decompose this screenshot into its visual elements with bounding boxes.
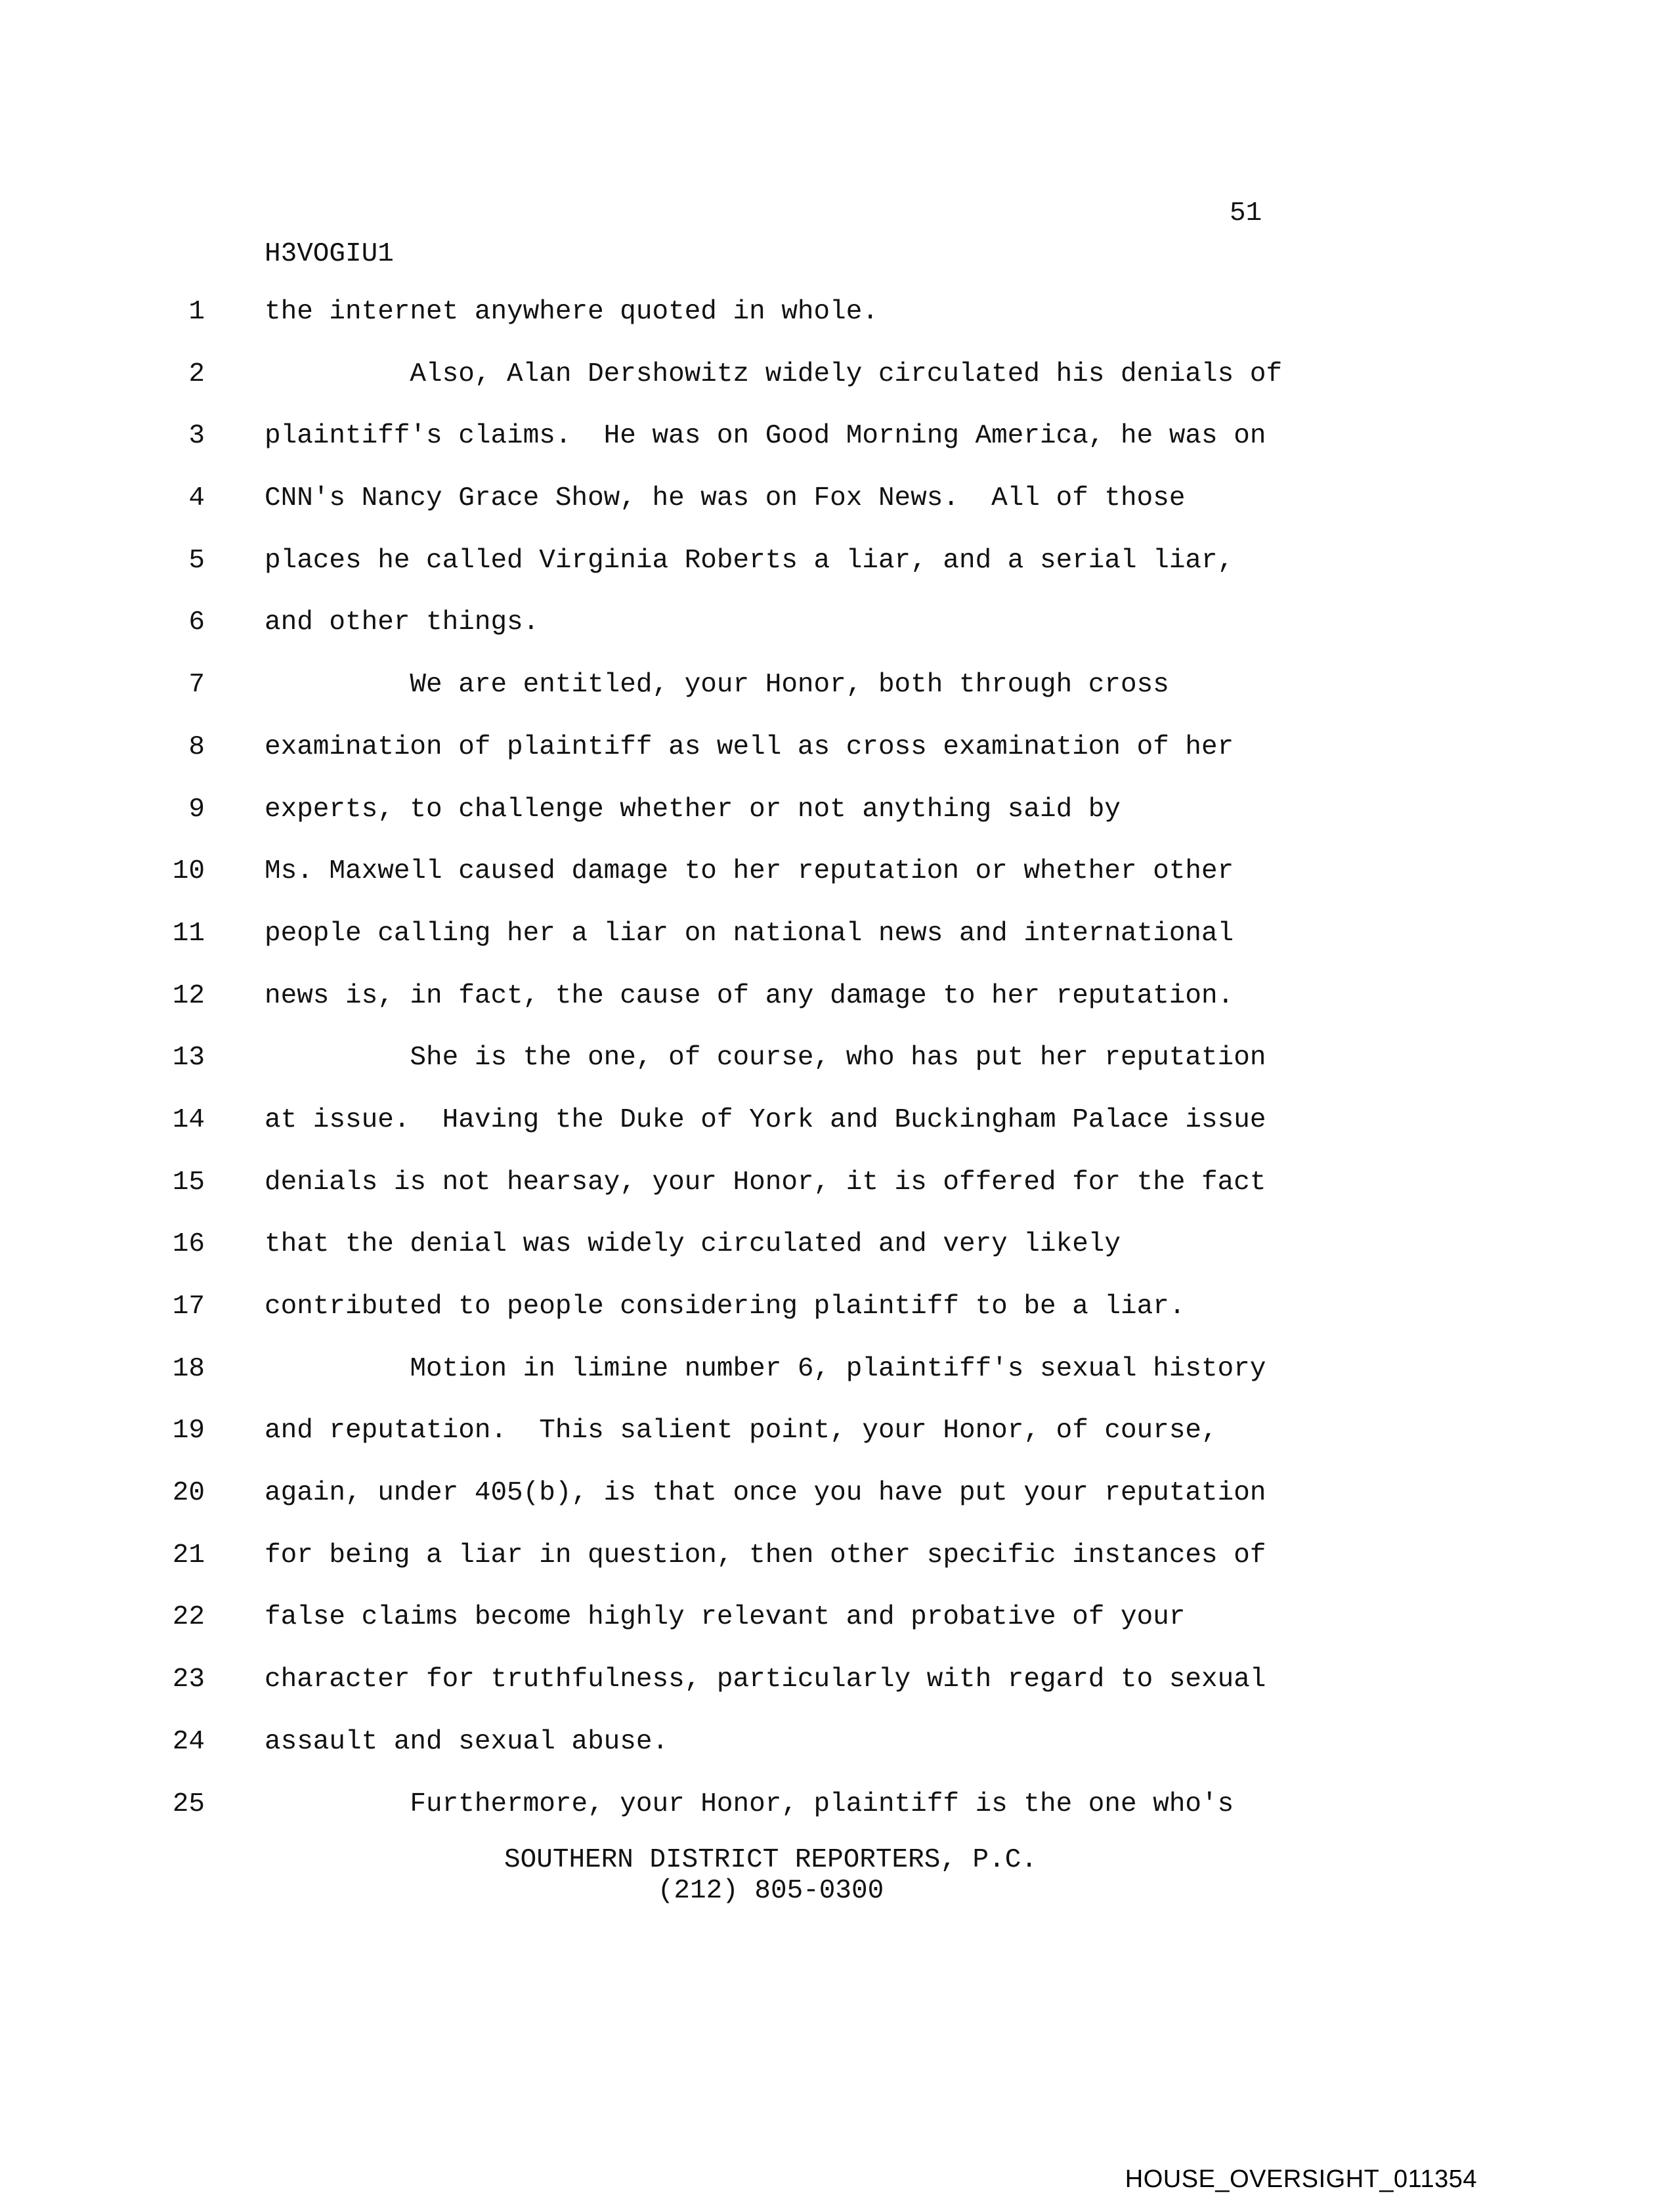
line-number: 2: [188, 358, 205, 389]
line-number: 11: [172, 918, 205, 949]
line-number: 8: [188, 731, 205, 762]
reporter-phone: (212) 805-0300: [657, 1876, 884, 1907]
line-number: 6: [188, 607, 205, 638]
line-number: 17: [172, 1291, 205, 1322]
line-text: Ms. Maxwell caused damage to her reputation or whether other: [265, 856, 1234, 887]
line-text: again, under 405(b), is that once you have put your reputation: [265, 1478, 1266, 1509]
line-text: experts, to challenge whether or not anything said by: [265, 794, 1121, 825]
line-number: 13: [172, 1043, 205, 1073]
line-text: and reputation. This salient point, your Honor, of course,: [265, 1416, 1218, 1446]
line-text: that the denial was widely circulated and very likely: [265, 1229, 1121, 1260]
line-number: 9: [188, 794, 205, 825]
line-text: the internet anywhere quoted in whole.: [265, 297, 878, 327]
transcript-line: [0, 1033, 1674, 1095]
line-text: denials is not hearsay, your Honor, it is offered for the fact: [265, 1167, 1266, 1198]
line-number: 4: [188, 483, 205, 514]
reporter-name: SOUTHERN DISTRICT REPORTERS, P.C.: [504, 1845, 1037, 1875]
transcript-line: [0, 1344, 1674, 1406]
line-number: 14: [172, 1104, 205, 1135]
transcript-line: [0, 971, 1674, 1033]
transcript-line: [0, 1158, 1674, 1220]
line-number: 10: [172, 856, 205, 887]
transcript-line: [0, 846, 1674, 909]
line-text: for being a liar in question, then other specific instances of: [265, 1540, 1266, 1571]
line-number: 1: [188, 297, 205, 327]
transcript-line: [0, 1219, 1674, 1282]
line-number: 16: [172, 1229, 205, 1260]
bates-number: HOUSE_OVERSIGHT_011354: [1125, 2165, 1477, 2193]
line-text: places he called Virginia Roberts a liar, and a serial liar,: [265, 545, 1234, 576]
transcript-line: [0, 785, 1674, 847]
line-text: examination of plaintiff as well as cross examination of her: [265, 731, 1234, 762]
line-number: 3: [188, 421, 205, 452]
line-text: at issue. Having the Duke of York and Buckingham Palace issue: [265, 1104, 1266, 1135]
header-case-id: H3VOGIU1: [265, 239, 394, 269]
line-number: 19: [172, 1416, 205, 1446]
transcript-line: [0, 473, 1674, 536]
line-text: contributed to people considering plaintiff to be a liar.: [265, 1291, 1186, 1322]
line-number: 18: [172, 1353, 205, 1384]
transcript-line: [0, 536, 1674, 598]
transcript-line: [0, 660, 1674, 722]
line-text: She is the one, of course, who has put her reputation: [265, 1043, 1266, 1073]
line-number: 24: [172, 1726, 205, 1757]
transcript-line: [0, 1530, 1674, 1593]
line-number: 5: [188, 545, 205, 576]
transcript-line: [0, 597, 1674, 660]
transcript-line: [0, 1468, 1674, 1530]
line-number: 7: [188, 670, 205, 701]
page-number: 51: [1230, 198, 1262, 228]
line-number: 23: [172, 1664, 205, 1695]
line-text: plaintiff's claims. He was on Good Morning America, he was on: [265, 421, 1266, 452]
line-text: Also, Alan Dershowitz widely circulated his denials of: [265, 358, 1283, 389]
line-text: Furthermore, your Honor, plaintiff is the one who's: [265, 1789, 1234, 1819]
transcript-line: [0, 287, 1674, 349]
line-text: character for truthfulness, particularly with regard to sexual: [265, 1664, 1266, 1695]
line-text: people calling her a liar on national news and international: [265, 918, 1234, 949]
line-text: assault and sexual abuse.: [265, 1726, 669, 1757]
transcript-line: [0, 1717, 1674, 1779]
line-number: 22: [172, 1602, 205, 1633]
transcript-body: [0, 287, 1674, 1841]
transcript-line: [0, 411, 1674, 473]
line-text: false claims become highly relevant and probative of your: [265, 1602, 1186, 1633]
line-text: CNN's Nancy Grace Show, he was on Fox News. All of those: [265, 483, 1186, 514]
reporter-footer: [265, 1845, 1277, 1907]
transcript-line: [0, 1406, 1674, 1468]
transcript-line: [0, 349, 1674, 412]
line-text: news is, in fact, the cause of any damage to her reputation.: [265, 980, 1234, 1011]
line-number: 15: [172, 1167, 205, 1198]
transcript-line: [0, 1095, 1674, 1158]
line-text: and other things.: [265, 607, 540, 638]
line-number: 20: [172, 1478, 205, 1509]
line-number: 21: [172, 1540, 205, 1571]
line-number: 12: [172, 980, 205, 1011]
line-number: 25: [172, 1789, 205, 1819]
transcript-line: [0, 1282, 1674, 1344]
transcript-line: [0, 722, 1674, 785]
transcript-line: [0, 1779, 1674, 1842]
line-text: Motion in limine number 6, plaintiff's sexual history: [265, 1353, 1266, 1384]
transcript-line: [0, 1655, 1674, 1717]
transcript-line: [0, 1592, 1674, 1655]
transcript-line: [0, 909, 1674, 971]
line-text: We are entitled, your Honor, both through cross: [265, 670, 1169, 701]
